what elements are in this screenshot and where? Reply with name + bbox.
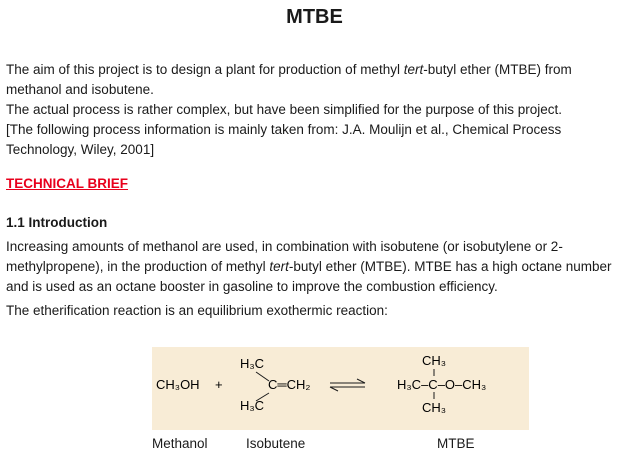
intro-italic: tert [403,62,424,77]
mtbe-main-chain: H₃C–C–O–CH₃ [397,377,487,392]
intro-text: -butyl ether (MTBE) from methanol and isobutene. [6,62,572,97]
mtbe-top-methyl: CH₃ [421,353,447,368]
mtbe-bottom-methyl: CH₃ [421,400,447,415]
label-isobutene: Isobutene [246,436,306,451]
isobutene-lower-methyl: H₃C [240,398,265,413]
methanol-formula: CH₃OH [156,377,200,392]
label-methanol: Methanol [152,436,208,451]
section-paragraph [6,237,621,297]
intro-source: [The following process information is mainly taken from: J.A. Moulijn et al., Chemical Process Technology, Wiley, 2001] [6,122,562,157]
equilibrium-arrow-head-reverse [330,387,338,391]
section-text: Increasing amounts of methanol are used, in combination with isobutene (or isobutylene or 2-methylpropene), in the production of methyl [6,239,563,274]
section-italic: tert [269,259,289,274]
isobutene-center: C═CH₂ [268,377,311,392]
section-heading: 1.1 Introduction [6,215,108,230]
page-title: MTBE [286,6,343,28]
technical-brief-link[interactable]: TECHNICAL BRIEF [6,176,129,191]
plus-sign: + [215,377,223,392]
reaction-scheme [152,347,529,430]
intro-text: The aim of this project is to design a plant for production of methyl [6,62,404,77]
equilibrium-arrow-head-forward [357,379,365,383]
label-mtbe: MTBE [437,436,475,451]
intro-text: The actual process is rather complex, but have been simplified for the purpose of this project. [6,102,563,117]
intro-paragraph [6,60,621,160]
isobutene-upper-methyl: H₃C [240,356,265,371]
reaction-description: The etherification reaction is an equilibrium exothermic reaction: [6,303,388,318]
section-text: -butyl ether (MTBE). MTBE has a high octane number and is used as an octane booster in gasoline to improve the combustion efficiency. [6,259,612,294]
